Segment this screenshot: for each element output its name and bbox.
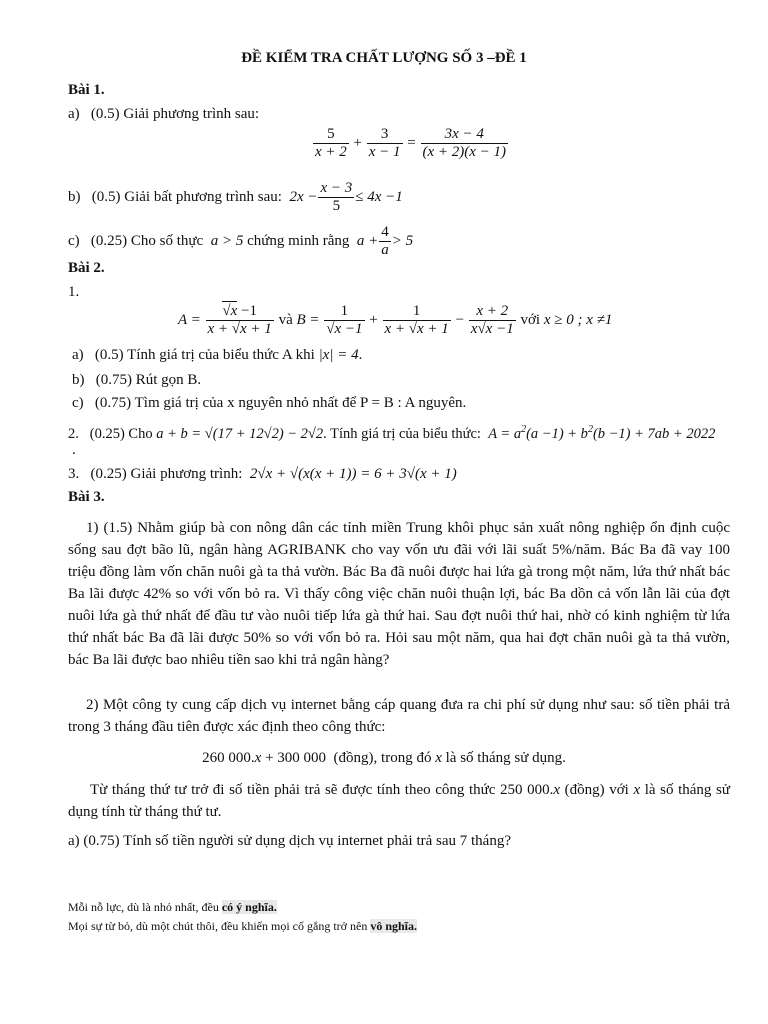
bai3-heading: Bài 3. bbox=[68, 489, 105, 505]
footer-quote-2: Mọi sự từ bỏ, dù một chút thôi, đều khiến mọi cố gắng trở nên vô nghĩa. bbox=[68, 919, 418, 933]
bai1-a-equation: $\frac{5}{x + 2}$ + $\frac{3}{x - 1}$ = $\frac{3x - 4}{(x + 2)(x - 1)}$ bbox=[315, 126, 507, 161]
bai3-problem2-cont: Từ tháng thứ tư trở đi số tiền phải trả sẽ được tính theo công thức 250 000.x (đồng) với x là số tháng sử dụng tính từ tháng thứ tư. bbox=[68, 782, 730, 820]
bai2-heading: Bài 2. bbox=[68, 260, 105, 276]
bai2-c: c) (0.75) Tìm giá trị của x nguyên nhỏ nhất để P = B : A nguyên. bbox=[72, 395, 467, 411]
bai3-problem2: 2) Một công ty cung cấp dịch vụ internet bằng cáp quang đưa ra chi phí sử dụng như sau: số tiền phải trả trong 3 tháng đầu tiên được xác định theo công thức: bbox=[68, 697, 730, 735]
bai1-a: a) (0.5) Giải phương trình sau: bbox=[68, 106, 260, 122]
bai2-item2-dot: . bbox=[72, 442, 76, 458]
bai2-item2: 2. (0.25) Cho a + b = √(17 + 12√2) − 2√2. Tính giá trị của biểu thức: $A = a^2(a -1) + b^2(b -1) + 7ab + 2022$ bbox=[68, 424, 716, 442]
bai1-b: b) (0.5) Giải bất phương trình sau: 2x − $\frac{x - 3}{5}$ ≤ 4x −1 bbox=[68, 180, 403, 215]
bai3-formula: 260 000.x + 300 000 (đồng), trong đó x là số tháng sử dụng. bbox=[202, 750, 566, 766]
bai2-item1: 1. bbox=[68, 284, 80, 300]
bai1-c: c) (0.25) Cho số thực a > 5 chứng minh rằng a + $\frac{4}{a}$ > 5 bbox=[68, 224, 414, 259]
bai2-b: b) (0.75) Rút gọn B. bbox=[72, 372, 202, 388]
page-title: ĐỀ KIỂM TRA CHẤT LƯỢNG SỐ 3 –ĐỀ 1 bbox=[241, 50, 527, 66]
bai2-a: a) (0.5) Tính giá trị của biểu thức A khi |x| = 4. bbox=[72, 347, 363, 363]
bai3-problem1: 1) (1.5) Nhằm giúp bà con nông dân các tỉnh miền Trung khôi phục sản xuất nông nghiệp ổn định cuộc sống sau đợt bão lũ, ngân hàng AGRIBANK cho vay vốn ưu đãi với lãi suất 5%/năm. Bác Ba đã vay 100 triệu đồng làm vốn chăn nuôi gà ta thả vườn. Bác Ba đã nuôi được hai lứa gà trong một năm, lứa thứ nhất bác Ba lãi được 42% so với vốn bỏ ra. Vì thấy công việc chăn nuôi thuận lợi, bác Ba dồn cả vốn lẫn lãi của đợt nuôi lứa gà thứ nhất để đầu tư vào nuôi tiếp lứa gà thứ hai. Sau đợt nuôi thứ hai, nhờ có kinh nghiệm từ lứa thứ nhất bác Ba đã lãi được 50% so với vốn bỏ ra. Hỏi sau một năm, qua hai đợt chăn nuôi gà ta thả vườn, bác Ba lãi được bao nhiêu tiền sao khi trả ngân hàng? bbox=[68, 520, 730, 668]
bai1-heading: Bài 1. bbox=[68, 82, 105, 98]
footer-quote-1: Mỗi nỗ lực, dù là nhỏ nhất, đều có ý nghĩa. bbox=[68, 900, 277, 914]
bai3-question-a: a) (0.75) Tính số tiền người sử dụng dịch vụ internet phải trả sau 7 tháng? bbox=[68, 833, 511, 849]
bai2-item3: 3. (0.25) Giải phương trình: 2√x + √(x(x + 1)) = 6 + 3√(x + 1) bbox=[68, 466, 457, 482]
bai2-expressions: A = $\frac{√x -1}{x + √x + 1}$ và B = $\frac{1}{√x -1}$ + $\frac{1}{x + √x + 1}$ − $\frac{x + 2}{x√x -1}$ với x ≥ 0 ; x ≠1 bbox=[178, 303, 613, 338]
